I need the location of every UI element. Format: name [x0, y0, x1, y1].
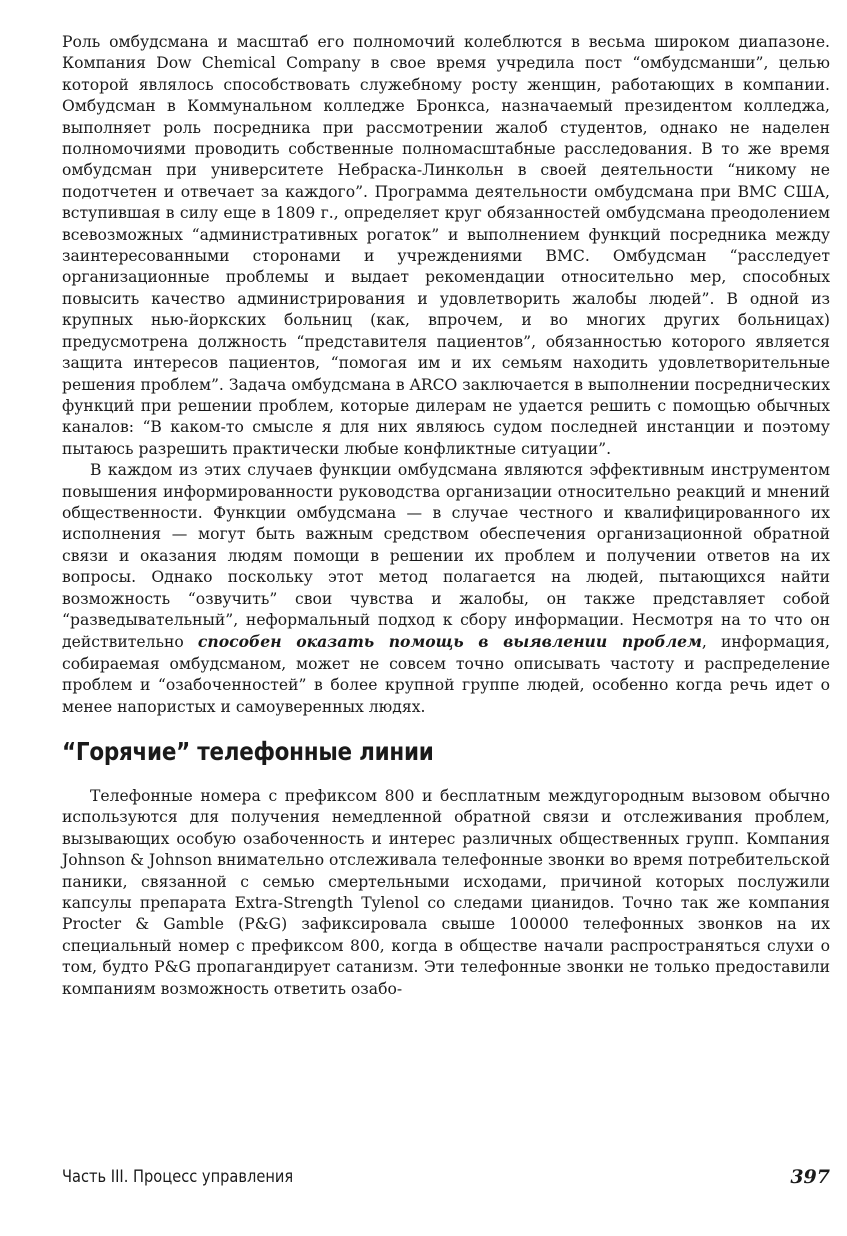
running-footer-section: Часть III. Процесс управления [62, 1167, 294, 1187]
emphasis-text: способен оказать помощь в выявлении проблем [197, 632, 702, 652]
section-heading: “Горячие” телефонные линии [62, 737, 434, 766]
page-body [62, 32, 830, 1000]
page-number: 397 [790, 1166, 830, 1188]
paragraph-hotlines: Телефонные номера с префиксом 800 и бесплатным междугородным вызовом обычно используются для получения немедленной обратной связи и отслеживания проблем, вызывающих особую озабоченность и интерес различных общественных групп. Компания Johnson & Johnson внимательно отслеживала телефонные звонки во время потребительской паники, связанной с семью смертельными исходами, причиной которых послужили капсулы препарата Extra-Strength Tylenol со следами цианидов. Точно так же компания Procter & Gamble (P&G) зафиксировала свыше 100000 телефонных звонков на их специальный номер с префиксом 800, когда в обществе начали распространяться слухи о том, будто P&G пропагандирует сатанизм. Эти телефонные звонки не только предоставили компаниям возможность ответить озабо- [62, 787, 830, 998]
paragraph-text: , информация, собираемая омбудсманом, может не совсем точно описывать частоту и распределение проблем и “озабоченностей” в более крупной группе людей, особенно когда речь идет о менее напористых и самоуверенных людях. [62, 633, 830, 716]
paragraph-ombudsman-effectiveness [62, 460, 830, 718]
paragraph-text: В каждом из этих случаев функции омбудсмана являются эффективным инструментом повышения информированности руководства организации относительно реакций и мнений общественности. Функции омбудсмана — в случае честного и квалифицированного их исполнения — могут быть важным средством обеспечения организационной обратной связи и оказания людям помощи в решении их проблем и получении ответов на их вопросы. Однако поскольку этот метод полагается на людей, пытающихся найти возможность “озвучить” свои чувства и жалобы, он также представляет собой “разведывательный”, неформальный подход к сбору информации. Несмотря на то что он действительно [62, 461, 830, 652]
paragraph-ombudsman-scope: Роль омбудсмана и масштаб его полномочий колеблются в весьма широком диапазоне. Компания Dow Chemical Company в свое время учредила пост “омбудсманши”, целью которой являлось способствовать служебному росту женщин, работающих в компании. Омбудсман в Коммунальном колледже Бронкса, назначаемый президентом колледжа, выполняет роль посредника при рассмотрении жалоб студентов, однако не наделен полномочиями проводить собственные полномасштабные расследования. В то же время омбудсман при университете Небраска-Линкольн в своей деятельности “никому не подотчетен и отвечает за каждого”. Программа деятельности омбудсмана при ВМС США, вступившая в силу еще в 1809 г., определяет круг обязанностей омбудсмана преодолением всевозможных “административных рогаток” и выполнением функций посредника между заинтересованными сторонами и учреждениями ВМС. Омбудсман “расследует организационные проблемы и выдает рекомендации относительно мер, способных повысить качество администрирования и удовлетворить жалобы людей”. В одной из крупных нью-йоркских больниц (как, впрочем, и во многих других больницах) предусмотрена должность “представителя пациентов”, обязанностью которого является защита интересов пациентов, “помогая им и их семьям находить удовлетворительные решения проблем”. Задача омбудсмана в ARCO заключается в выполнении посреднических функций при решении проблем, которые дилерам не удается решить с помощью обычных каналов: “В каком-то смысле я для них являюсь судом последней инстанции и поэтому пытаюсь разрешить практически любые конфликтные ситуации”. [62, 33, 830, 458]
page-footer [62, 1162, 830, 1192]
